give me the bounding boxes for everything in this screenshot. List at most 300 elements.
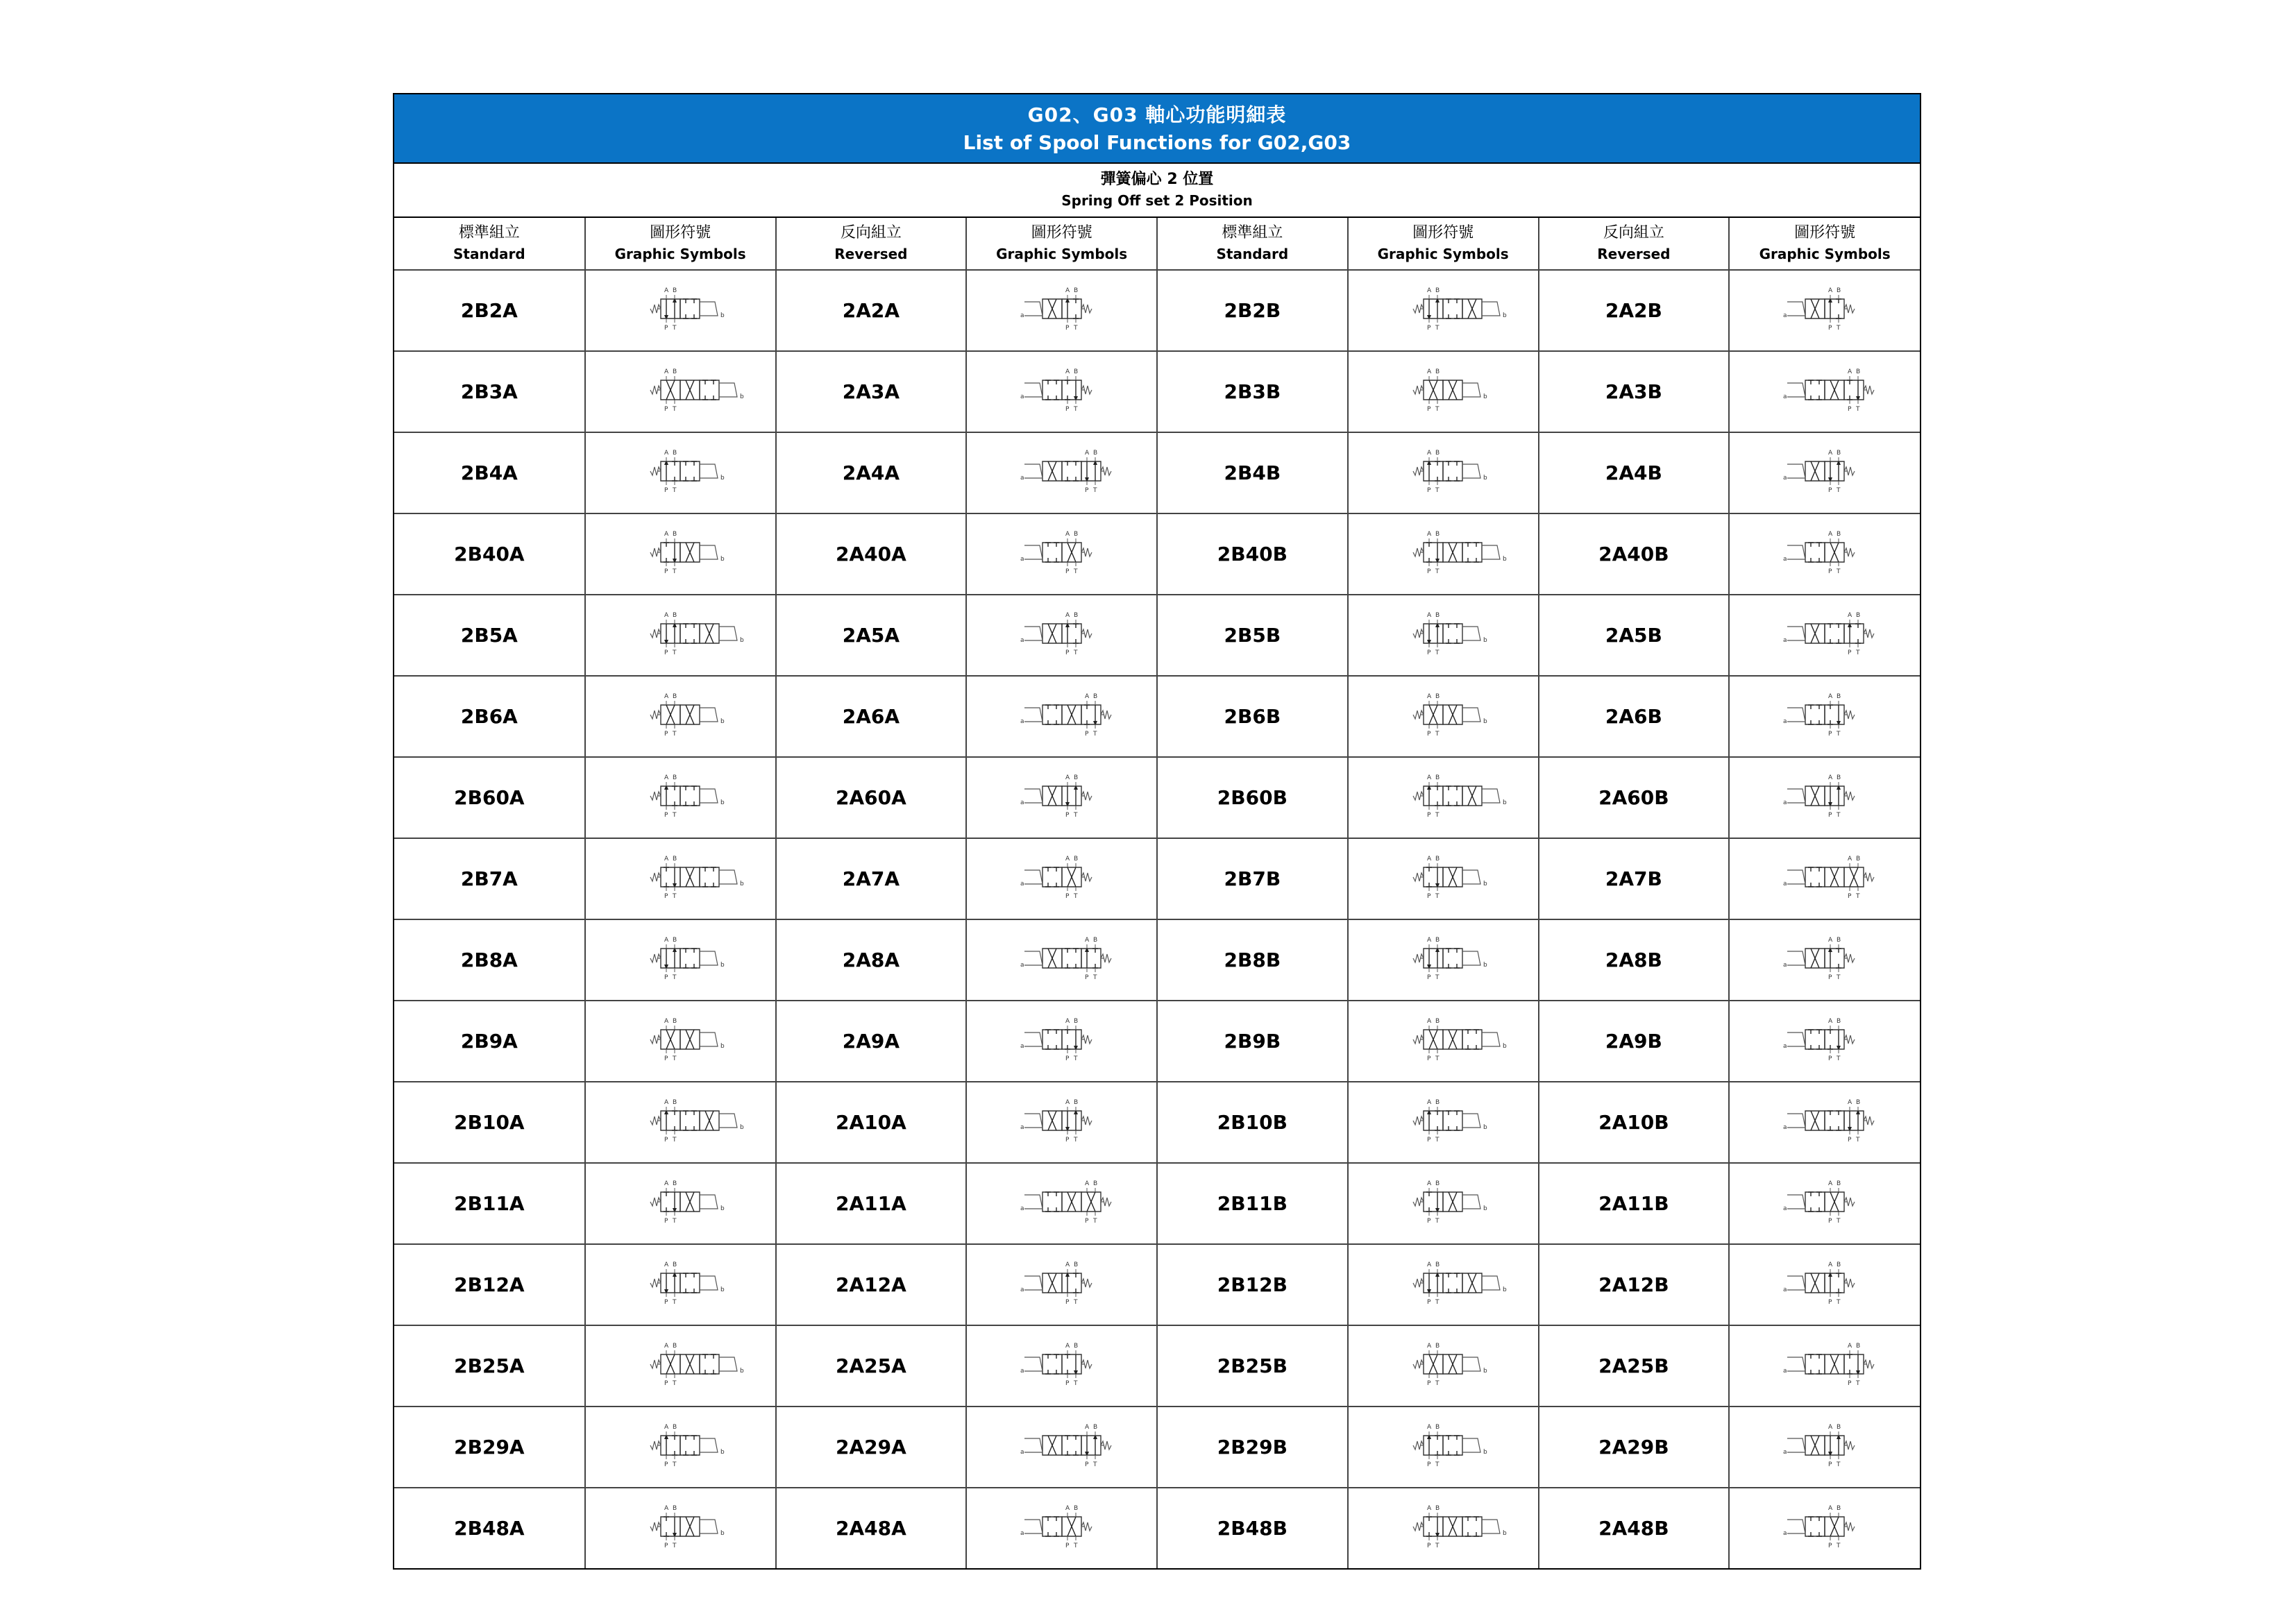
- valve-symbol-icon: [1381, 767, 1505, 829]
- solenoid-icon: [1787, 464, 1805, 478]
- port-label: A: [1848, 1342, 1852, 1350]
- port-label: A: [664, 692, 669, 700]
- port-label: P: [664, 649, 668, 656]
- solenoid-icon: [1482, 302, 1500, 316]
- spool-model-cell: 2B60B: [1157, 757, 1348, 838]
- solenoid-icon: [1462, 870, 1480, 884]
- table-row: [394, 1082, 1920, 1163]
- valve-envelope: [1062, 1354, 1081, 1374]
- port-label: A: [1848, 368, 1852, 375]
- port-label: P: [664, 1136, 668, 1144]
- solenoid-icon: [719, 1357, 737, 1371]
- valve-envelope: [1844, 1354, 1864, 1374]
- solenoid-icon: [1462, 1438, 1480, 1452]
- port-label: A: [1084, 1180, 1089, 1187]
- port-label: P: [1828, 1298, 1832, 1306]
- valve-envelope: [700, 380, 719, 400]
- spool-model-cell: 2B29B: [1157, 1407, 1348, 1488]
- port-label: T: [673, 649, 677, 656]
- port-label: A: [1828, 936, 1833, 944]
- valve-symbol-icon: [1381, 1091, 1505, 1154]
- port-label: A: [1828, 692, 1833, 700]
- port-label: T: [1435, 811, 1440, 819]
- port-label: B: [673, 449, 677, 457]
- spool-model-cell: 2B40A: [394, 513, 585, 595]
- solenoid-label: b: [720, 474, 725, 482]
- solenoid-icon: [1462, 708, 1480, 722]
- graphic-symbol-cell: [585, 1325, 776, 1407]
- valve-symbol-icon: [618, 1010, 743, 1073]
- port-label: T: [1435, 1136, 1440, 1144]
- spool-model-cell: 2A29A: [776, 1407, 967, 1488]
- graphic-symbol-cell: [585, 513, 776, 595]
- spool-model-cell: 2A11B: [1539, 1163, 1730, 1244]
- valve-envelope: [1062, 624, 1081, 643]
- spool-model-cell: 2B11B: [1157, 1163, 1348, 1244]
- graphic-symbol-cell: [1729, 595, 1920, 676]
- valve-symbol-icon: [618, 361, 743, 423]
- port-label: T: [1435, 1542, 1440, 1549]
- port-label: B: [1435, 1504, 1440, 1512]
- graphic-symbol-cell: [1729, 1244, 1920, 1325]
- port-label: A: [664, 1342, 669, 1350]
- port-label: B: [1073, 1504, 1078, 1512]
- valve-envelope: [1424, 1111, 1443, 1130]
- port-label: B: [1856, 855, 1861, 863]
- valve-symbol-icon: [618, 280, 743, 342]
- valve-envelope: [1043, 380, 1062, 400]
- port-label: B: [1092, 1180, 1097, 1187]
- port-label: P: [1084, 1217, 1089, 1225]
- valve-symbol-icon: [1381, 929, 1505, 992]
- symbol-group: [1413, 531, 1507, 575]
- symbol-group: [1020, 368, 1092, 413]
- valve-symbol-icon: [999, 686, 1124, 748]
- solenoid-icon: [1024, 1114, 1043, 1128]
- valve-envelope: [1462, 1030, 1482, 1049]
- port-label: P: [1065, 811, 1070, 819]
- port-label: T: [1856, 1136, 1860, 1144]
- symbol-group: [1020, 612, 1092, 656]
- column-header-en: Graphic Symbols: [614, 246, 746, 262]
- port-label: P: [1065, 324, 1070, 332]
- port-label: P: [1848, 649, 1852, 656]
- port-label: T: [1435, 1055, 1440, 1062]
- graphic-symbol-cell: [966, 919, 1157, 1001]
- solenoid-icon: [1482, 1276, 1500, 1290]
- table-row: [394, 919, 1920, 1001]
- port-label: T: [673, 974, 677, 981]
- valve-envelope: [661, 867, 680, 887]
- port-label: B: [1435, 287, 1440, 294]
- table-row: [394, 1163, 1920, 1244]
- port-label: B: [673, 1180, 677, 1187]
- symbol-group: [1020, 856, 1092, 900]
- graphic-symbol-cell: [966, 757, 1157, 838]
- spool-model-cell: 2A60B: [1539, 757, 1730, 838]
- port-label: P: [1427, 486, 1431, 494]
- port-label: P: [1084, 974, 1089, 981]
- spool-model-cell: 2B60A: [394, 757, 585, 838]
- port-label: B: [1837, 774, 1841, 781]
- symbol-group: [1020, 1424, 1111, 1468]
- solenoid-label: a: [1020, 312, 1024, 319]
- port-label: A: [1427, 855, 1432, 863]
- port-label: B: [1435, 692, 1440, 700]
- valve-envelope: [1043, 1192, 1062, 1212]
- valve-envelope: [661, 786, 680, 806]
- valve-envelope: [1062, 1111, 1081, 1130]
- graphic-symbol-cell: [1348, 1407, 1539, 1488]
- valve-envelope: [1805, 867, 1825, 887]
- port-label: B: [1435, 936, 1440, 944]
- valve-envelope: [1081, 461, 1101, 481]
- valve-symbol-icon: [618, 1173, 743, 1235]
- solenoid-label: b: [740, 636, 744, 644]
- table-row: [394, 1001, 1920, 1082]
- symbol-group: [1020, 774, 1092, 819]
- port-label: A: [1848, 855, 1852, 863]
- port-label: B: [1092, 449, 1097, 457]
- port-label: B: [1092, 1423, 1097, 1431]
- valve-envelope: [1062, 786, 1081, 806]
- port-label: A: [664, 287, 669, 294]
- spool-model-cell: 2B10B: [1157, 1082, 1348, 1163]
- port-label: P: [664, 1379, 668, 1387]
- solenoid-label: a: [1020, 799, 1024, 806]
- valve-symbol-icon: [999, 604, 1124, 667]
- valve-symbol-icon: [1762, 361, 1887, 423]
- solenoid-icon: [1024, 1276, 1043, 1290]
- symbol-group: [1783, 1343, 1874, 1387]
- port-label: P: [1427, 730, 1431, 738]
- spool-model-cell: 2A8A: [776, 919, 967, 1001]
- solenoid-label: a: [1783, 799, 1787, 806]
- column-header-zh: 圖形符號: [1031, 224, 1092, 241]
- symbol-group: [650, 856, 744, 900]
- column-header-en: Reversed: [834, 246, 908, 262]
- port-label: T: [1073, 1542, 1078, 1549]
- valve-symbol-icon: [618, 1254, 743, 1316]
- spool-model-cell: 2A12A: [776, 1244, 967, 1325]
- valve-envelope: [1462, 1517, 1482, 1536]
- port-label: T: [1837, 568, 1841, 575]
- column-header-en: Standard: [453, 246, 525, 262]
- valve-envelope: [1043, 1030, 1062, 1049]
- valve-symbol-icon: [618, 523, 743, 586]
- port-label: T: [1435, 730, 1440, 738]
- valve-symbol-icon: [1762, 523, 1887, 586]
- solenoid-icon: [1482, 789, 1500, 803]
- symbol-group: [650, 1505, 725, 1549]
- valve-envelope: [1424, 949, 1443, 968]
- solenoid-icon: [1462, 951, 1480, 965]
- symbol-group: [1020, 1180, 1111, 1225]
- port-label: P: [1084, 1461, 1089, 1468]
- spool-model-cell: 2A48A: [776, 1488, 967, 1568]
- port-label: A: [1427, 368, 1432, 375]
- port-label: B: [673, 1017, 677, 1025]
- solenoid-icon: [1024, 870, 1043, 884]
- port-label: T: [1092, 730, 1097, 738]
- port-label: B: [673, 611, 677, 619]
- solenoid-icon: [1462, 383, 1480, 397]
- port-label: T: [1837, 1298, 1841, 1306]
- valve-envelope: [680, 1436, 700, 1455]
- solenoid-icon: [1787, 1195, 1805, 1209]
- solenoid-icon: [719, 870, 737, 884]
- port-label: A: [1427, 1180, 1432, 1187]
- port-label: P: [1065, 1379, 1070, 1387]
- port-label: B: [1435, 368, 1440, 375]
- port-label: P: [1828, 974, 1832, 981]
- symbol-group: [1413, 1343, 1487, 1387]
- valve-envelope: [680, 786, 700, 806]
- port-label: T: [1073, 324, 1078, 332]
- port-label: T: [1837, 1055, 1841, 1062]
- valve-symbol-icon: [618, 442, 743, 504]
- valve-envelope: [1424, 299, 1443, 318]
- valve-envelope: [1062, 949, 1081, 968]
- solenoid-label: a: [1783, 1123, 1787, 1131]
- graphic-symbol-cell: [585, 676, 776, 757]
- spool-model-cell: 2B7A: [394, 838, 585, 919]
- graphic-symbol-cell: [1729, 1001, 1920, 1082]
- port-label: P: [664, 730, 668, 738]
- solenoid-label: b: [740, 1123, 744, 1131]
- port-label: P: [664, 568, 668, 575]
- symbol-group: [1783, 1018, 1855, 1062]
- solenoid-label: a: [1783, 1042, 1787, 1050]
- valve-envelope: [661, 1436, 680, 1455]
- solenoid-label: b: [1503, 799, 1507, 806]
- port-label: B: [1837, 1423, 1841, 1431]
- port-label: A: [1065, 855, 1070, 863]
- port-label: B: [1435, 530, 1440, 538]
- port-label: T: [1073, 1055, 1078, 1062]
- valve-symbol-icon: [999, 767, 1124, 829]
- valve-symbol-icon: [1762, 280, 1887, 342]
- symbol-group: [650, 287, 725, 332]
- symbol-group: [650, 368, 744, 413]
- table-row: [394, 1325, 1920, 1407]
- solenoid-label: b: [1483, 880, 1487, 887]
- symbol-group: [1020, 1018, 1092, 1062]
- graphic-symbol-cell: [1348, 757, 1539, 838]
- port-label: B: [1837, 692, 1841, 700]
- solenoid-label: b: [720, 1448, 725, 1456]
- port-label: P: [1848, 405, 1852, 413]
- symbol-group: [650, 1099, 744, 1144]
- port-label: A: [1065, 1261, 1070, 1268]
- port-label: P: [664, 1542, 668, 1549]
- graphic-symbol-cell: [966, 676, 1157, 757]
- valve-symbol-icon: [618, 767, 743, 829]
- port-label: B: [1435, 1098, 1440, 1106]
- port-label: P: [1427, 649, 1431, 656]
- port-label: T: [1435, 405, 1440, 413]
- port-label: P: [1848, 1379, 1852, 1387]
- port-label: A: [1427, 530, 1432, 538]
- subtitle-block: [394, 164, 1920, 218]
- solenoid-label: b: [1483, 474, 1487, 482]
- port-label: B: [673, 936, 677, 944]
- graphic-symbol-cell: [966, 595, 1157, 676]
- port-label: P: [1427, 1055, 1431, 1062]
- valve-envelope: [1825, 461, 1844, 481]
- graphic-symbol-cell: [585, 1163, 776, 1244]
- port-label: T: [673, 405, 677, 413]
- spool-model-cell: 2A8B: [1539, 919, 1730, 1001]
- symbol-group: [1783, 774, 1855, 819]
- spool-model-cell: 2A2B: [1539, 270, 1730, 351]
- spool-model-cell: 2A25A: [776, 1325, 967, 1407]
- column-header-en: Graphic Symbols: [996, 246, 1128, 262]
- valve-envelope: [680, 1111, 700, 1130]
- solenoid-label: b: [1503, 1286, 1507, 1293]
- solenoid-label: a: [1020, 1529, 1024, 1537]
- spool-model-cell: 2B5B: [1157, 595, 1348, 676]
- solenoid-icon: [1462, 1114, 1480, 1128]
- port-label: B: [1073, 611, 1078, 619]
- symbol-group: [1413, 937, 1487, 981]
- solenoid-label: a: [1783, 1286, 1787, 1293]
- valve-symbol-icon: [999, 1497, 1124, 1560]
- port-label: A: [664, 1017, 669, 1025]
- graphic-symbol-cell: [1729, 838, 1920, 919]
- spool-model-cell: 2B4A: [394, 432, 585, 513]
- spool-model-cell: 2B9A: [394, 1001, 585, 1082]
- spool-model-cell: 2A12B: [1539, 1244, 1730, 1325]
- spool-model-cell: 2B48B: [1157, 1488, 1348, 1568]
- valve-symbol-icon: [1381, 1254, 1505, 1316]
- solenoid-icon: [1787, 383, 1805, 397]
- solenoid-icon: [1787, 789, 1805, 803]
- port-label: T: [1092, 1461, 1097, 1468]
- symbol-group: [1413, 1505, 1507, 1549]
- port-label: B: [1837, 1504, 1841, 1512]
- valve-symbol-icon: [1381, 1010, 1505, 1073]
- solenoid-label: a: [1783, 1529, 1787, 1537]
- table-row: [394, 432, 1920, 513]
- port-label: P: [1427, 324, 1431, 332]
- valve-envelope: [661, 461, 680, 481]
- port-label: T: [1435, 1298, 1440, 1306]
- symbol-group: [1783, 1424, 1855, 1468]
- solenoid-icon: [700, 302, 718, 316]
- graphic-symbol-cell: [966, 351, 1157, 432]
- valve-symbol-icon: [1381, 442, 1505, 504]
- graphic-symbol-cell: [1729, 351, 1920, 432]
- port-label: T: [1092, 1217, 1097, 1225]
- port-label: B: [1073, 855, 1078, 863]
- solenoid-label: b: [1483, 636, 1487, 644]
- port-label: A: [1427, 1504, 1432, 1512]
- spool-model-cell: 2B12B: [1157, 1244, 1348, 1325]
- port-label: B: [1073, 1342, 1078, 1350]
- symbol-group: [1413, 287, 1507, 332]
- valve-symbol-icon: [1381, 280, 1505, 342]
- symbol-group: [1020, 693, 1111, 738]
- spool-model-cell: 2B8B: [1157, 919, 1348, 1001]
- port-label: A: [1427, 1098, 1432, 1106]
- solenoid-icon: [1787, 951, 1805, 965]
- spool-model-cell: 2B2A: [394, 270, 585, 351]
- port-label: B: [673, 1504, 677, 1512]
- port-label: A: [1828, 530, 1833, 538]
- valve-symbol-icon: [1762, 1173, 1887, 1235]
- spool-model-cell: 2A4A: [776, 432, 967, 513]
- symbol-group: [1413, 1180, 1487, 1225]
- valve-symbol-icon: [618, 604, 743, 667]
- symbol-group: [650, 1180, 725, 1225]
- valve-envelope: [1443, 949, 1462, 968]
- symbol-group: [1783, 450, 1855, 494]
- graphic-symbol-cell: [1348, 1325, 1539, 1407]
- solenoid-label: a: [1783, 717, 1787, 725]
- solenoid-label: b: [720, 555, 725, 563]
- valve-symbol-icon: [618, 1091, 743, 1154]
- spool-model-cell: 2A6A: [776, 676, 967, 757]
- port-label: T: [1435, 486, 1440, 494]
- port-label: A: [1427, 692, 1432, 700]
- valve-envelope: [1825, 1111, 1844, 1130]
- symbol-group: [1020, 1099, 1092, 1144]
- port-label: B: [1092, 936, 1097, 944]
- port-label: P: [664, 1461, 668, 1468]
- solenoid-icon: [1024, 951, 1043, 965]
- graphic-symbol-cell: [585, 351, 776, 432]
- valve-symbol-icon: [999, 280, 1124, 342]
- port-label: T: [1435, 649, 1440, 656]
- symbol-group: [1020, 1261, 1092, 1306]
- port-label: T: [1837, 1542, 1841, 1549]
- solenoid-icon: [1462, 464, 1480, 478]
- column-header: [1157, 218, 1348, 270]
- port-label: T: [1435, 892, 1440, 900]
- solenoid-label: a: [1783, 1367, 1787, 1375]
- valve-symbol-icon: [999, 361, 1124, 423]
- graphic-symbol-cell: [1729, 919, 1920, 1001]
- spool-model-cell: 2B40B: [1157, 513, 1348, 595]
- solenoid-label: a: [1783, 474, 1787, 482]
- valve-envelope: [1443, 1111, 1462, 1130]
- valve-envelope: [1462, 543, 1482, 562]
- spool-model-cell: 2B5A: [394, 595, 585, 676]
- valve-envelope: [1443, 786, 1462, 806]
- solenoid-icon: [1787, 1276, 1805, 1290]
- spool-model-cell: 2A40A: [776, 513, 967, 595]
- valve-envelope: [700, 1354, 719, 1374]
- valve-symbol-icon: [1381, 523, 1505, 586]
- graphic-symbol-cell: [1729, 1488, 1920, 1568]
- port-label: P: [1065, 1298, 1070, 1306]
- port-label: A: [1848, 1098, 1852, 1106]
- table-body: [394, 270, 1920, 1568]
- port-label: A: [1084, 449, 1089, 457]
- port-label: B: [673, 1098, 677, 1106]
- solenoid-icon: [1787, 1438, 1805, 1452]
- port-label: A: [1065, 1504, 1070, 1512]
- port-label: P: [1427, 1298, 1431, 1306]
- spool-model-cell: 2A9B: [1539, 1001, 1730, 1082]
- port-label: T: [1856, 892, 1860, 900]
- spool-model-cell: 2B6B: [1157, 676, 1348, 757]
- port-label: P: [1065, 1136, 1070, 1144]
- graphic-symbol-cell: [1729, 1407, 1920, 1488]
- port-label: T: [1092, 974, 1097, 981]
- spool-model-cell: 2A7B: [1539, 838, 1730, 919]
